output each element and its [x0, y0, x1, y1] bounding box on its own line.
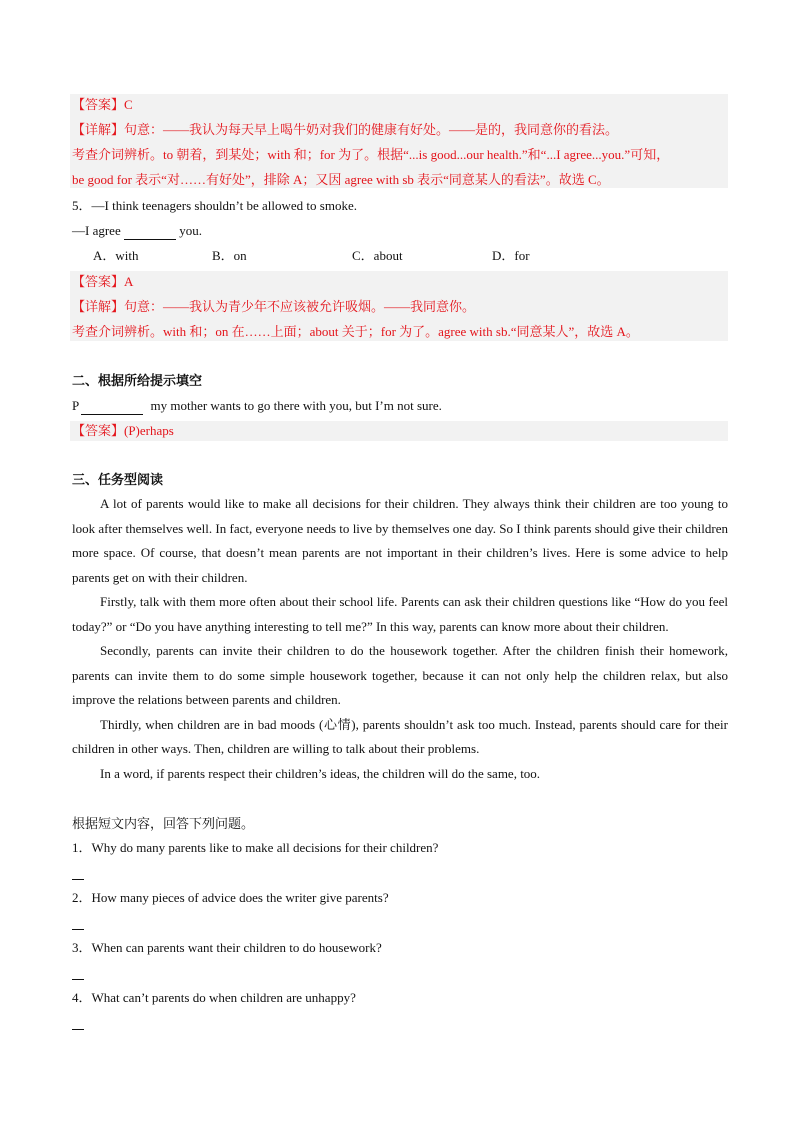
passage-paragraph: Secondly, parents can invite their children to do the housework together. After the children finish their homework, parents can invite them to do some simple housework together, because it can not only help the children relax, but also improve the relations between parents and children.: [72, 643, 728, 707]
q4-answer: 【答案】C: [72, 97, 133, 112]
q5-answer: 【答案】A: [72, 274, 134, 289]
section2-blank: [81, 400, 143, 415]
question-4: 4．What can’t parents do when children are unhappy?: [72, 990, 356, 1005]
q5-line2: [72, 222, 202, 240]
q4-analysis-line1: 考查介词辨析。to 朝着，到某处；with 和；for 为了。根据“...is good...our health.”和“...I agree...you.”可知，: [72, 147, 670, 162]
section2-sentence-line: [72, 397, 442, 415]
passage-paragraph: A lot of parents would like to make all decisions for their children. They always think their children are too young to look after themselves well. In fact, everyone needs to live by themselves one day. So I think parents should give their children more space. Of course, that doesn’t mean parents are not important in their children’s lives. Here is some advice to help parents get on with their children.: [72, 496, 728, 585]
q5-option-c: C．about: [352, 248, 403, 263]
question-3: 3．When can parents want their children to do housework?: [72, 940, 382, 955]
q5-option-d: D．for: [492, 248, 530, 263]
reading-passage: [72, 492, 728, 786]
question-1: 1．Why do many parents like to make all decisions for their children?: [72, 840, 439, 855]
section2-sentence: my mother wants to go there with you, but I’m not sure.: [150, 398, 442, 413]
answer-line-3[interactable]: [72, 979, 84, 980]
q5-question: 5．—I think teenagers shouldn’t be allowed to smoke.: [72, 198, 357, 213]
answer-line-2[interactable]: [72, 929, 84, 930]
q5-option-a: A．with: [93, 248, 139, 263]
q5-option-b: B．on: [212, 248, 247, 263]
question-2: 2．How many pieces of advice does the writer give parents?: [72, 890, 389, 905]
section3-instruction: 根据短文内容，回答下列问题。: [72, 816, 255, 831]
q5-detail: 【详解】句意：——我认为青少年不应该被允许吸烟。——我同意你。: [72, 299, 476, 314]
answer-line-1[interactable]: [72, 879, 84, 880]
q5-analysis: 考查介词辨析。with 和；on 在……上面；about 关于；for 为了。agree with sb.“同意某人”，故选 A。: [72, 324, 639, 339]
section2-letter: P: [72, 398, 80, 413]
q5-blank: [124, 226, 176, 240]
q5-line2-end: you.: [179, 223, 202, 238]
answer-line-4[interactable]: [72, 1029, 84, 1030]
q4-analysis-line2: be good for 表示“对……有好处”，排除 A；又因 agree with sb 表示“同意某人的看法”。故选 C。: [72, 172, 610, 187]
section3-heading: 三、任务型阅读: [72, 473, 164, 488]
section2-heading: 二、根据所给提示填空: [72, 374, 203, 389]
q5-line2-start: —I agree: [72, 223, 121, 238]
q4-detail: 【详解】句意：——我认为每天早上喝牛奶对我们的健康有好处。——是的，我同意你的看法。: [72, 122, 619, 137]
section2-answer: 【答案】(P)erhaps: [72, 423, 174, 438]
passage-paragraph: In a word, if parents respect their children’s ideas, the children will do the same, too.: [100, 765, 541, 781]
passage-paragraph: Firstly, talk with them more often about their school life. Parents can ask their children questions like “How do you feel today?” or “Do you have anything interesting to tell me?” In this way, parents can know more about their children.: [72, 594, 728, 634]
passage-paragraph: Thirdly, when children are in bad moods (心情), parents shouldn’t ask too much. Instead, parents should care for their children in other ways. Then, children are willing to talk about their problems.: [72, 716, 728, 756]
